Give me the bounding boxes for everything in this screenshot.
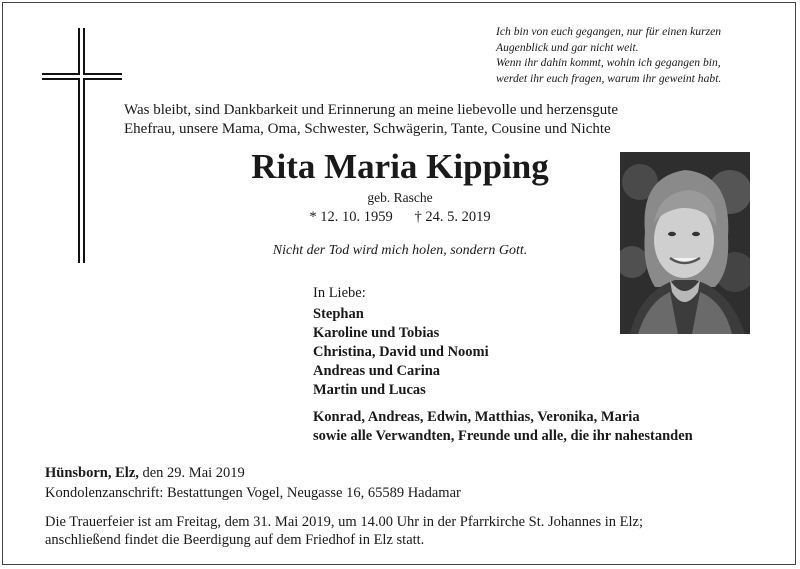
portrait-photo [620,152,750,334]
maiden-name: geb. Rasche [367,190,433,205]
place-date [45,465,245,482]
funeral-info [45,513,643,549]
family-member: Andreas und Carina [313,363,441,379]
date: den 29. Mai 2019 [138,465,245,481]
funeral-line: Die Trauerfeier ist am Freitag, dem 31. Mai 2019, um 14.00 Uhr in der Pfarrkirche St. Johannes in Elz; [45,514,644,530]
deceased-name: Rita Maria Kipping [251,147,549,186]
condolence-address: Kondolenzanschrift: Bestattungen Vogel, Neugasse 16, 65589 Hadamar [45,485,461,501]
poem [496,24,786,86]
poem-line: Augenblick und gar nicht weit. [496,40,639,54]
extended-family-line: Konrad, Andreas, Edwin, Matthias, Veronika, Maria [313,409,640,425]
family-list [313,305,489,400]
extended-family-line: sowie alle Verwandten, Freunde und alle, die ihr nahestanden [313,428,693,444]
funeral-line: anschließend findet die Beerdigung auf dem Friedhof in Elz statt. [45,532,425,548]
poem-line: Ich bin von euch gegangen, nur für einen kurzen [496,25,722,38]
intro-line: Ehefrau, unsere Mama, Oma, Schwester, Schwägerin, Tante, Cousine und Nichte [124,121,611,137]
intro-line: Was bleibt, sind Dankbarkeit und Erinnerung an meine liebevolle und herzensgute [124,102,619,118]
family-member: Christina, David und Noomi [313,344,489,360]
place: Hünsborn, Elz, [45,465,139,481]
poem-line: werdet ihr euch fragen, warum ihr geweint habt. [496,71,722,85]
intro-text [124,101,684,139]
quote: Nicht der Tod wird mich holen, sondern Gott. [272,243,528,258]
family-member: Martin und Lucas [313,382,426,398]
family-member: Stephan [313,306,364,322]
extended-family [313,408,693,446]
poem-line: Wenn ihr dahin kommt, wohin ich gegangen bin, [496,56,721,70]
life-dates: * 12. 10. 1959 † 24. 5. 2019 [309,209,491,225]
family-member: Karoline und Tobias [313,325,440,341]
in-love-label: In Liebe: [313,285,366,301]
